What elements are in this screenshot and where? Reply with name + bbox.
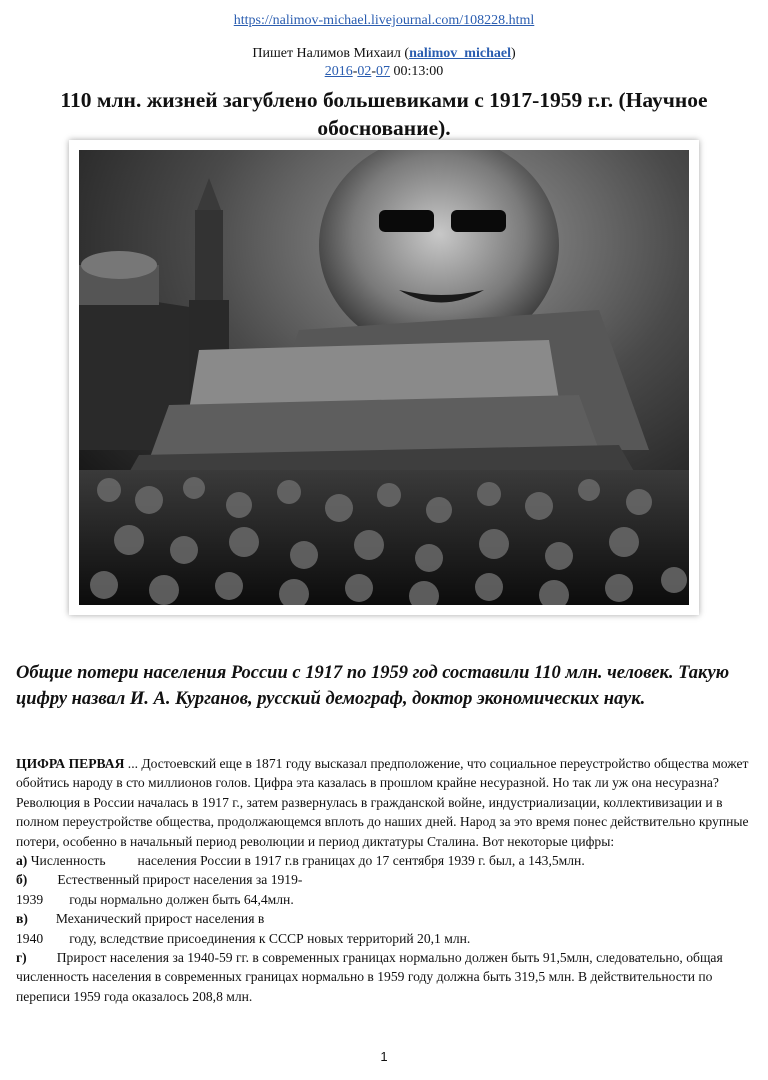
- item-g-label: г): [16, 950, 27, 966]
- author-username-link[interactable]: nalimov_michael: [409, 46, 511, 61]
- item-b-text-1: Естественный прирост населения за 1919-: [57, 872, 303, 888]
- page-number: 1: [380, 1049, 388, 1064]
- author-suffix: ): [510, 46, 516, 61]
- paragraph-2: Революция в России началась в 1917 г., затем развернулась в гражданской войне, индустриализации, коллективизации и в полном переустройстве общества, продолжающемся вплоть до наших дней. Народ за это время понес действительно крупные потери, особенно в начальный период революции и период диктатуры Сталина. Вот некоторые цифры:: [16, 794, 749, 849]
- post-date-line: 2016-02-07 00:13:00: [324, 64, 444, 79]
- date-month-link[interactable]: 02: [357, 64, 372, 79]
- item-v-cont: [16, 929, 752, 948]
- date-year-link[interactable]: 2016: [324, 64, 353, 79]
- item-a-label: а): [16, 853, 28, 869]
- lead-paragraph: Общие потери населения России с 1917 по 1959 год составили 110 млн. человек. Такую цифру назвал И. А. Курганов, русский демограф, доктор экономических наук.: [16, 663, 730, 709]
- item-v-text-2: 1940: [16, 930, 44, 946]
- post-time: 00:13:00: [393, 64, 444, 79]
- item-b-text-2: 1939: [16, 891, 44, 907]
- item-a-text-1: Численность: [27, 853, 106, 869]
- item-v-text-3: году, вследствие присоединения к СССР новых территорий 20,1 млн.: [69, 930, 471, 946]
- item-b: [16, 870, 752, 889]
- item-g-text: Прирост населения за 1940-59 гг. в современных границах нормально должен быть 91,5млн, следовательно, общая численность населения в современных границах нормально в 1959 году должна быть 319,5 млн. В действительности по переписи 1959 года оказалось 208,8 млн.: [16, 950, 723, 1004]
- item-v: [16, 909, 752, 928]
- item-a: [16, 851, 752, 870]
- item-b-cont: [16, 890, 752, 909]
- paragraph-1: [16, 754, 752, 793]
- item-a-text-2: населения России в 1917 г.в границах до 17 сентября 1939 г. был, а 143,5млн.: [137, 853, 585, 869]
- item-g: [16, 948, 752, 1006]
- item-b-text-3: годы нормально должен быть 64,4млн.: [69, 891, 294, 907]
- item-b-label: б): [16, 872, 28, 888]
- paragraph-1-text: ... Достоевский еще в 1871 году высказал предположение, что социальное переустройство общества может обойтись народу в сто миллионов голов. Цифра эта казалась в прошлом крайне несуразной. Но так ли уж она несуразна?: [16, 756, 749, 791]
- author-prefix: Пишет Налимов Михаил (: [252, 46, 410, 61]
- article-body: [16, 754, 752, 1006]
- post-title: 110 млн. жизней загублено большевиками с 1917-1959 г.г. (Научное обоснование).: [60, 88, 708, 140]
- source-url-line: [0, 13, 768, 29]
- post-illustration: [69, 140, 699, 615]
- section-heading: ЦИФРА ПЕРВАЯ: [16, 756, 125, 771]
- item-v-label: в): [16, 911, 28, 927]
- source-url-link[interactable]: https://nalimov-michael.livejournal.com/108228.html: [233, 13, 535, 28]
- author-line: [0, 46, 768, 62]
- item-v-text-1: Механический прирост населения в: [55, 911, 265, 927]
- date-day-link[interactable]: 07: [376, 64, 391, 79]
- illustration-image: [79, 150, 689, 605]
